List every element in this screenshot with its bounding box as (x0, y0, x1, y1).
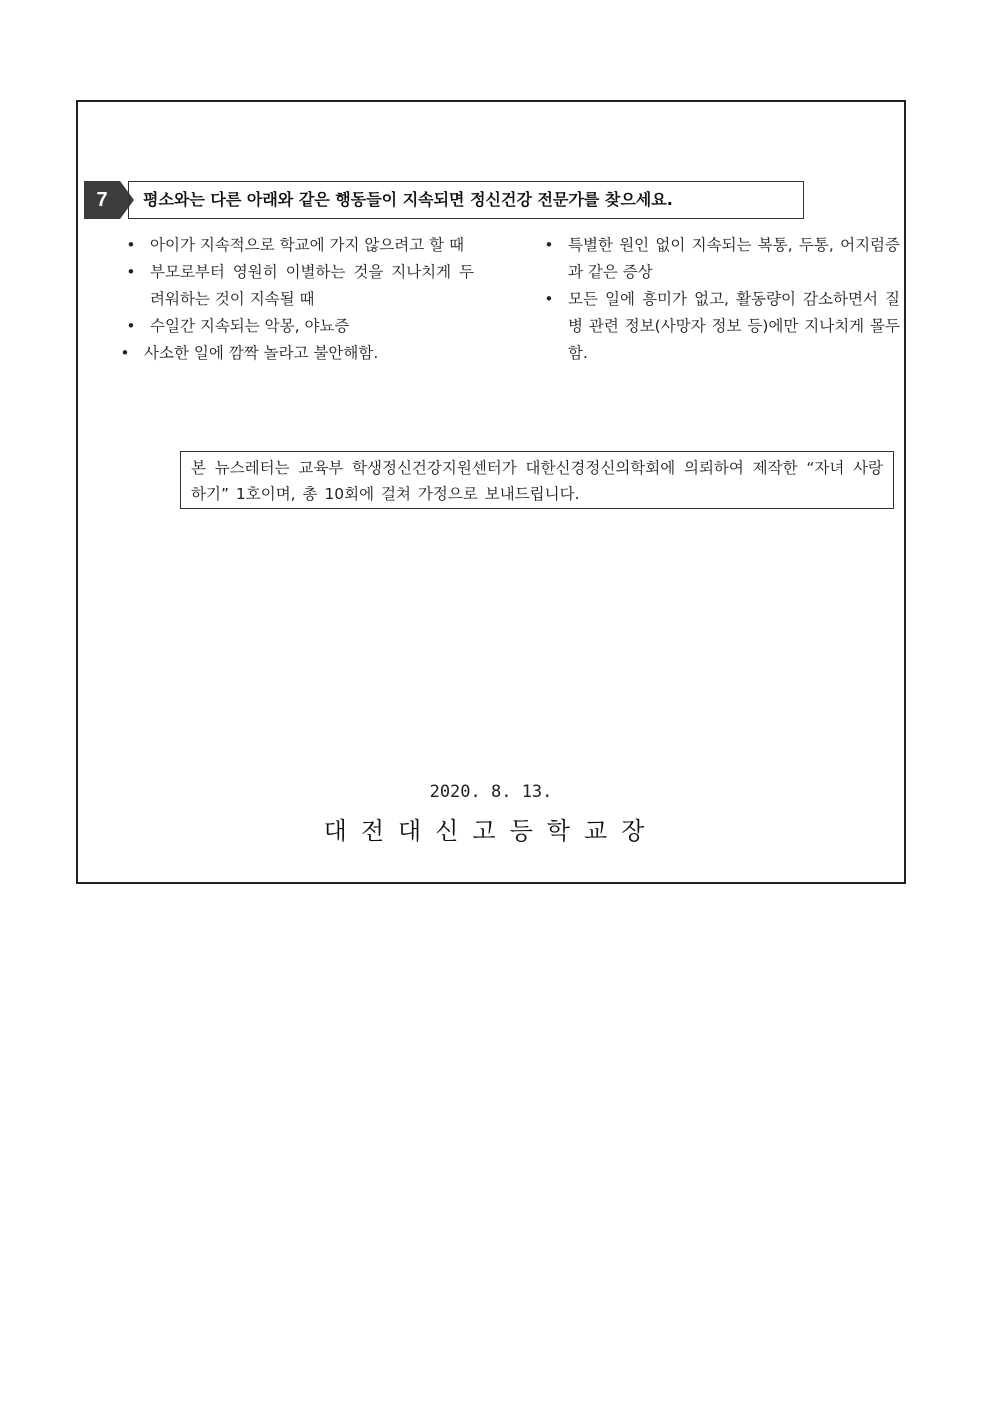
list-item (540, 232, 900, 286)
list-item (540, 286, 900, 367)
section-header (84, 181, 806, 219)
bullet-icon: • (126, 263, 136, 281)
list-item (122, 313, 474, 340)
list-item (116, 340, 474, 367)
bullet-icon: • (126, 236, 136, 254)
section-number-badge (84, 181, 134, 219)
list-item-text: 사소한 일에 깜짝 놀라고 불안해함. (144, 344, 379, 362)
newsletter-note-box (180, 451, 894, 509)
section-title-box (128, 181, 804, 219)
list-item (122, 232, 474, 259)
bullet-icon: • (126, 317, 136, 335)
list-item (122, 259, 474, 313)
left-bullet-list (122, 232, 474, 367)
list-item-text: 특별한 원인 없이 지속되는 복통, 두통, 어지럼증과 같은 증상 (568, 236, 900, 281)
right-bullet-list (540, 232, 900, 367)
list-item-text: 수일간 지속되는 악몽, 야뇨증 (150, 317, 350, 335)
bullet-icon: • (120, 344, 130, 362)
school-signature: 대전대신고등학교장 (323, 817, 659, 845)
bullet-icon: • (544, 290, 554, 308)
section-title: 평소와는 다른 아래와 같은 행동들이 지속되면 정신건강 전문가를 찾으세요. (143, 190, 673, 209)
bullet-icon: • (544, 236, 554, 254)
list-item-text: 아이가 지속적으로 학교에 가지 않으려고 할 때 (150, 236, 465, 254)
newsletter-note-text: 본 뉴스레터는 교육부 학생정신건강지원센터가 대한신경정신의학회에 의뢰하여 제작한 “자녀 사랑하기” 1호이며, 총 10회에 걸쳐 가정으로 보내드립니다. (191, 459, 883, 503)
list-item-text: 모든 일에 흥미가 없고, 활동량이 감소하면서 질병 관련 정보(사망자 정보 등)에만 지나치게 몰두함. (568, 290, 900, 362)
section-number: 7 (96, 189, 108, 211)
list-item-text: 부모로부터 영원히 이별하는 것을 지나치게 두려워하는 것이 지속될 때 (150, 263, 474, 308)
issue-date: 2020. 8. 13. (429, 782, 553, 802)
